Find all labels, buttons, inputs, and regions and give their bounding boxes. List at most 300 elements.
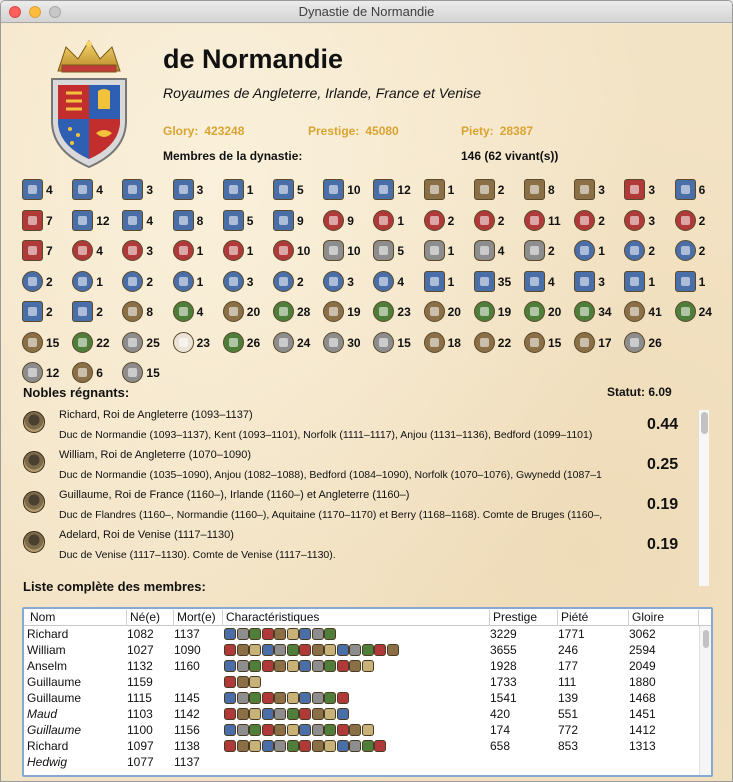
glory-label: Glory: <box>163 124 199 138</box>
trait-count: 5 <box>397 244 405 258</box>
table-row[interactable] <box>24 690 711 706</box>
trait-count: 3 <box>146 244 154 258</box>
cell-born: 1115 <box>127 691 152 705</box>
trait-count: 8 <box>548 183 555 197</box>
trait-count: 17 <box>598 335 612 350</box>
trait-icon <box>323 179 344 200</box>
trait-mini-icon <box>362 724 374 736</box>
members-table[interactable] <box>22 607 713 777</box>
rulers-list <box>21 406 711 586</box>
trait-mini-icon <box>249 708 261 720</box>
trait-count: 15 <box>146 366 160 380</box>
cell-glory: 2594 <box>629 643 656 657</box>
column-header[interactable]: Né(e) <box>127 610 174 626</box>
cell-traits <box>224 724 374 736</box>
prestige-value: 45080 <box>365 124 399 138</box>
cell-glory: 1468 <box>629 691 656 705</box>
trait-count: 1 <box>447 183 455 197</box>
trait-mini-icon <box>224 660 236 672</box>
trait-count: 1 <box>447 244 455 258</box>
trait-mini-icon <box>349 724 361 736</box>
piety-stat <box>461 124 533 138</box>
trait-mini-icon <box>249 660 261 672</box>
ruler-titles: Duc de Flandres (1160–, Normandie (1160–), Aquitaine (1170–1170) et Berry (1168–1168). Comte de Bruges (1160–, <box>59 509 603 521</box>
glory-value: 423248 <box>204 124 245 138</box>
trait-icon <box>574 240 595 261</box>
trait-mini-icon <box>362 660 374 672</box>
trait-mini-icon <box>237 708 249 720</box>
trait-mini-icon <box>337 644 349 656</box>
trait-icon <box>122 179 143 200</box>
trait-count: 12 <box>96 213 110 228</box>
ruler-portrait-icon[interactable] <box>23 451 45 473</box>
trait-count: 10 <box>297 244 311 258</box>
trait-count: 2 <box>598 213 605 228</box>
trait-count: 26 <box>648 335 662 350</box>
cell-born: 1132 <box>127 659 153 673</box>
trait-icon <box>624 179 645 200</box>
trait-icon <box>574 301 595 322</box>
window-title: Dynastie de Normandie <box>298 4 435 19</box>
trait-count: 3 <box>246 274 254 289</box>
trait-icon <box>474 301 495 322</box>
trait-icon <box>273 179 294 200</box>
members-list-label: Liste complète des membres: <box>23 579 206 594</box>
trait-count: 20 <box>548 305 562 319</box>
close-window-button[interactable] <box>9 6 21 18</box>
ruler-row[interactable] <box>21 526 711 566</box>
trait-icon <box>273 210 294 231</box>
ruler-portrait-icon[interactable] <box>23 531 45 553</box>
trait-icon <box>474 271 495 292</box>
trait-icon <box>223 240 244 261</box>
ruler-portrait-icon[interactable] <box>23 411 45 433</box>
trait-item[interactable] <box>675 271 733 295</box>
trait-mini-icon <box>249 740 261 752</box>
trait-mini-icon <box>312 660 324 672</box>
trait-count: 3 <box>598 274 605 289</box>
trait-icon <box>373 271 394 292</box>
trait-mini-icon <box>312 628 324 640</box>
trait-count: 6 <box>698 183 706 197</box>
cell-name: William <box>27 643 66 657</box>
trait-mini-icon <box>312 644 324 656</box>
trait-icon <box>223 210 244 231</box>
trait-icon <box>22 332 43 353</box>
trait-count: 1 <box>246 244 254 258</box>
trait-icon <box>474 240 495 261</box>
trait-mini-icon <box>337 740 349 752</box>
cell-died: 1160 <box>174 659 200 673</box>
cell-piety: 772 <box>558 723 579 737</box>
ruler-name: Guillaume, Roi de France (1160–), Irlande (1160–) et Angleterre (1160–) <box>59 489 410 501</box>
ruler-titles: Duc de Normandie (1093–1137), Kent (1093–1101), Norfolk (1111–1117), Anjou (1131–1136), Bedford (1099–1101) <box>59 429 593 441</box>
rulers-scrollbar[interactable] <box>698 410 709 586</box>
trait-icon <box>424 210 445 231</box>
trait-count: 22 <box>96 335 110 350</box>
trait-count: 2 <box>648 244 656 258</box>
trait-icon <box>524 271 545 292</box>
cell-born: 1159 <box>127 675 153 689</box>
ruler-score: 0.25 <box>647 456 679 473</box>
trait-icon <box>122 240 143 261</box>
trait-mini-icon <box>249 676 261 688</box>
table-row[interactable] <box>24 722 711 738</box>
dynasty-kingdoms: Royaumes de Angleterre, Irlande, France et Venise <box>163 85 482 101</box>
table-row[interactable] <box>24 626 711 642</box>
status-value: Statut: 6.09 <box>607 385 672 399</box>
cell-piety: 853 <box>558 739 579 753</box>
trait-count: 22 <box>497 335 512 350</box>
ruler-name: William, Roi de Angleterre (1070–1090) <box>59 449 251 461</box>
cell-died: 1145 <box>174 691 200 705</box>
trait-count: 2 <box>698 244 706 258</box>
trait-icon <box>22 179 43 200</box>
trait-mini-icon <box>274 708 286 720</box>
trait-icon <box>223 332 244 353</box>
column-header[interactable]: Piété <box>558 610 629 626</box>
trait-mini-icon <box>287 692 299 704</box>
trait-count: 1 <box>246 183 254 197</box>
cell-name: Guillaume <box>27 675 82 689</box>
trait-icon <box>424 271 445 292</box>
trait-icon <box>72 210 93 231</box>
trait-item[interactable] <box>624 332 684 356</box>
table-scroll-thumb[interactable] <box>703 630 709 648</box>
cell-glory: 1313 <box>629 739 656 753</box>
trait-mini-icon <box>274 660 286 672</box>
trait-mini-icon <box>287 628 299 640</box>
cell-prestige: 1928 <box>490 659 517 673</box>
trait-icon <box>22 271 43 292</box>
column-header[interactable]: Charactéristiques <box>223 610 490 626</box>
trait-count: 4 <box>497 244 505 258</box>
trait-mini-icon <box>249 644 261 656</box>
piety-label: Piety: <box>461 124 494 138</box>
trait-count: 2 <box>698 213 706 228</box>
cell-name: Maud <box>27 707 58 721</box>
trait-mini-icon <box>312 724 324 736</box>
trait-count: 1 <box>648 274 656 289</box>
trait-icon <box>273 301 294 322</box>
trait-mini-icon <box>337 708 349 720</box>
cell-prestige: 1733 <box>490 675 517 689</box>
column-header[interactable]: Prestige <box>490 610 558 626</box>
trait-count: 2 <box>497 183 505 197</box>
trait-count: 25 <box>146 335 160 350</box>
trait-icon <box>675 271 696 292</box>
trait-mini-icon <box>237 724 249 736</box>
trait-icon <box>624 332 645 353</box>
trait-icon <box>72 240 93 261</box>
trait-mini-icon <box>262 740 274 752</box>
trait-icon <box>72 271 93 292</box>
trait-icon <box>22 362 43 383</box>
trait-mini-icon <box>249 724 261 736</box>
trait-count: 23 <box>196 335 210 350</box>
trait-mini-icon <box>349 644 361 656</box>
trait-icon <box>373 210 394 231</box>
cell-glory: 1451 <box>629 707 656 721</box>
trait-mini-icon <box>287 724 299 736</box>
trait-mini-icon <box>324 644 336 656</box>
trait-count: 4 <box>46 183 53 197</box>
trait-icon <box>72 332 93 353</box>
trait-item[interactable] <box>675 210 733 234</box>
trait-count: 1 <box>447 274 455 289</box>
cell-glory: 1412 <box>629 723 656 737</box>
trait-mini-icon <box>274 628 286 640</box>
trait-icon <box>373 301 394 322</box>
trait-count: 3 <box>146 183 154 197</box>
trait-item[interactable] <box>675 240 733 264</box>
trait-mini-icon <box>224 692 236 704</box>
dynasty-content <box>1 24 732 782</box>
trait-icon <box>22 210 43 231</box>
cell-piety: 139 <box>558 691 579 705</box>
table-row[interactable] <box>24 738 711 754</box>
column-header[interactable]: Gloire <box>629 610 699 626</box>
cell-traits <box>224 644 399 656</box>
cell-traits <box>224 676 262 688</box>
trait-mini-icon <box>262 724 274 736</box>
table-row[interactable] <box>24 754 711 770</box>
column-header[interactable]: Nom <box>27 610 127 626</box>
trait-icon <box>273 332 294 353</box>
zoom-window-button[interactable] <box>49 6 61 18</box>
cell-traits <box>224 628 337 640</box>
cell-died: 1090 <box>174 643 201 657</box>
trait-icon <box>524 210 545 231</box>
trait-icon <box>624 271 645 292</box>
trait-mini-icon <box>349 740 361 752</box>
trait-count: 5 <box>297 183 304 197</box>
trait-icon <box>173 301 194 322</box>
trait-icon <box>122 271 143 292</box>
trait-mini-icon <box>324 740 336 752</box>
trait-count: 24 <box>698 305 712 319</box>
trait-count: 4 <box>96 183 103 197</box>
trait-mini-icon <box>299 692 311 704</box>
trait-mini-icon <box>349 660 361 672</box>
trait-mini-icon <box>374 644 386 656</box>
trait-icon <box>524 240 545 261</box>
trait-mini-icon <box>237 628 249 640</box>
table-row[interactable] <box>24 674 711 690</box>
trait-mini-icon <box>224 676 236 688</box>
trait-item[interactable] <box>122 362 182 386</box>
trait-count: 19 <box>497 305 512 319</box>
trait-count: 9 <box>347 213 354 228</box>
trait-mini-icon <box>324 724 336 736</box>
trait-icon <box>424 301 445 322</box>
trait-count: 2 <box>447 213 455 228</box>
cell-piety: 246 <box>558 643 579 657</box>
prestige-stat <box>308 124 399 138</box>
trait-count: 19 <box>347 305 361 319</box>
ruler-titles: Duc de Normandie (1035–1090), Anjou (1082–1088), Bedford (1084–1090), Norfolk (1070–1076), Gwynedd (1087–1 <box>59 469 602 481</box>
minimize-window-button[interactable] <box>29 6 41 18</box>
trait-count: 2 <box>96 305 103 319</box>
trait-icon <box>675 240 696 261</box>
trait-icon <box>424 179 445 200</box>
trait-mini-icon <box>237 740 249 752</box>
trait-mini-icon <box>237 660 249 672</box>
trait-icon <box>223 179 244 200</box>
trait-mini-icon <box>337 660 349 672</box>
trait-count: 15 <box>46 335 60 350</box>
column-header[interactable]: Mort(e) <box>174 610 223 626</box>
trait-icon <box>624 301 645 322</box>
trait-icon <box>173 210 194 231</box>
trait-count: 1 <box>598 244 605 258</box>
trait-count: 12 <box>397 183 411 197</box>
cell-traits <box>224 660 374 672</box>
cell-piety: 551 <box>558 707 579 721</box>
rulers-label: Nobles régnants: <box>23 385 130 400</box>
trait-icon <box>373 240 394 261</box>
trait-icon <box>173 271 194 292</box>
rulers-scroll-thumb[interactable] <box>701 412 708 434</box>
trait-mini-icon <box>312 692 324 704</box>
trait-icon <box>223 271 244 292</box>
members-count: 146 (62 vivant(s)) <box>461 149 559 163</box>
cell-piety: 177 <box>558 659 579 673</box>
trait-count: 12 <box>46 366 60 380</box>
trait-icon <box>574 271 595 292</box>
ruler-name: Adelard, Roi de Venise (1117–1130) <box>59 529 234 541</box>
prestige-label: Prestige: <box>308 124 360 138</box>
cell-name: Hedwig <box>27 755 68 769</box>
trait-icon <box>122 332 143 353</box>
trait-icon <box>122 362 143 383</box>
trait-icon <box>474 179 495 200</box>
cell-traits <box>224 692 349 704</box>
cell-glory: 2049 <box>629 659 656 673</box>
trait-icon <box>424 332 445 353</box>
trait-count: 7 <box>46 244 53 258</box>
trait-mini-icon <box>237 692 249 704</box>
trait-mini-icon <box>337 692 349 704</box>
ruler-score: 0.44 <box>647 416 679 433</box>
trait-count: 20 <box>447 305 461 319</box>
trait-count: 7 <box>46 213 53 228</box>
trait-mini-icon <box>224 644 236 656</box>
trait-count: 2 <box>297 274 304 289</box>
ruler-row[interactable] <box>21 446 711 486</box>
trait-mini-icon <box>224 724 236 736</box>
trait-count: 2 <box>497 213 505 228</box>
trait-item[interactable] <box>675 179 733 203</box>
trait-count: 3 <box>347 274 354 289</box>
trait-icon <box>122 210 143 231</box>
cell-piety: 1771 <box>558 627 585 641</box>
trait-mini-icon <box>387 644 399 656</box>
table-row[interactable] <box>24 642 711 658</box>
table-scrollbar[interactable] <box>699 626 711 776</box>
trait-mini-icon <box>262 692 274 704</box>
trait-count: 3 <box>648 213 656 228</box>
cell-traits <box>224 708 349 720</box>
trait-count: 18 <box>447 335 461 350</box>
trait-mini-icon <box>299 644 311 656</box>
trait-icon <box>323 301 344 322</box>
trait-icon <box>273 271 294 292</box>
trait-count: 3 <box>598 183 605 197</box>
trait-mini-icon <box>374 740 386 752</box>
trait-icon <box>72 179 93 200</box>
ruler-row[interactable] <box>21 406 711 446</box>
trait-icon <box>624 210 645 231</box>
trait-icon <box>524 301 545 322</box>
trait-icon <box>524 179 545 200</box>
trait-icon <box>474 210 495 231</box>
trait-mini-icon <box>362 740 374 752</box>
trait-count: 2 <box>146 274 154 289</box>
trait-count: 8 <box>196 213 204 228</box>
trait-count: 20 <box>246 305 261 319</box>
cell-born: 1097 <box>127 739 154 753</box>
ruler-row[interactable] <box>21 486 711 526</box>
ruler-portrait-icon[interactable] <box>23 491 45 513</box>
trait-mini-icon <box>274 644 286 656</box>
trait-count: 4 <box>548 274 555 289</box>
trait-icon <box>373 179 394 200</box>
trait-mini-icon <box>224 740 236 752</box>
trait-icon <box>72 362 93 383</box>
trait-icon <box>373 332 394 353</box>
trait-icon <box>574 210 595 231</box>
cell-prestige: 3229 <box>490 627 517 641</box>
trait-mini-icon <box>324 628 336 640</box>
trait-mini-icon <box>299 660 311 672</box>
table-row[interactable] <box>24 706 711 722</box>
trait-mini-icon <box>237 676 249 688</box>
trait-icon <box>122 301 143 322</box>
cell-traits <box>224 740 387 752</box>
trait-count: 4 <box>397 274 405 289</box>
members-label: Membres de la dynastie: <box>163 149 303 163</box>
trait-item[interactable] <box>675 301 733 325</box>
trait-count: 11 <box>548 213 561 228</box>
trait-icon <box>273 240 294 261</box>
trait-count: 3 <box>648 183 656 197</box>
trait-mini-icon <box>324 660 336 672</box>
table-header <box>24 609 711 626</box>
trait-mini-icon <box>262 708 274 720</box>
trait-icon <box>323 271 344 292</box>
trait-count: 15 <box>548 335 562 350</box>
trait-count: 2 <box>548 244 555 258</box>
trait-icon <box>424 240 445 261</box>
trait-count: 4 <box>146 213 154 228</box>
trait-mini-icon <box>274 692 286 704</box>
trait-count: 2 <box>46 274 53 289</box>
cell-born: 1100 <box>127 723 153 737</box>
trait-mini-icon <box>249 692 261 704</box>
trait-count: 8 <box>146 305 154 319</box>
trait-mini-icon <box>299 708 311 720</box>
trait-icon <box>323 240 344 261</box>
trait-mini-icon <box>249 628 261 640</box>
trait-mini-icon <box>324 692 336 704</box>
title-bar[interactable] <box>1 1 732 23</box>
table-row[interactable] <box>24 658 711 674</box>
trait-icon <box>22 301 43 322</box>
trait-count: 1 <box>96 274 103 289</box>
trait-count: 10 <box>347 244 361 258</box>
cell-died: 1138 <box>174 739 200 753</box>
